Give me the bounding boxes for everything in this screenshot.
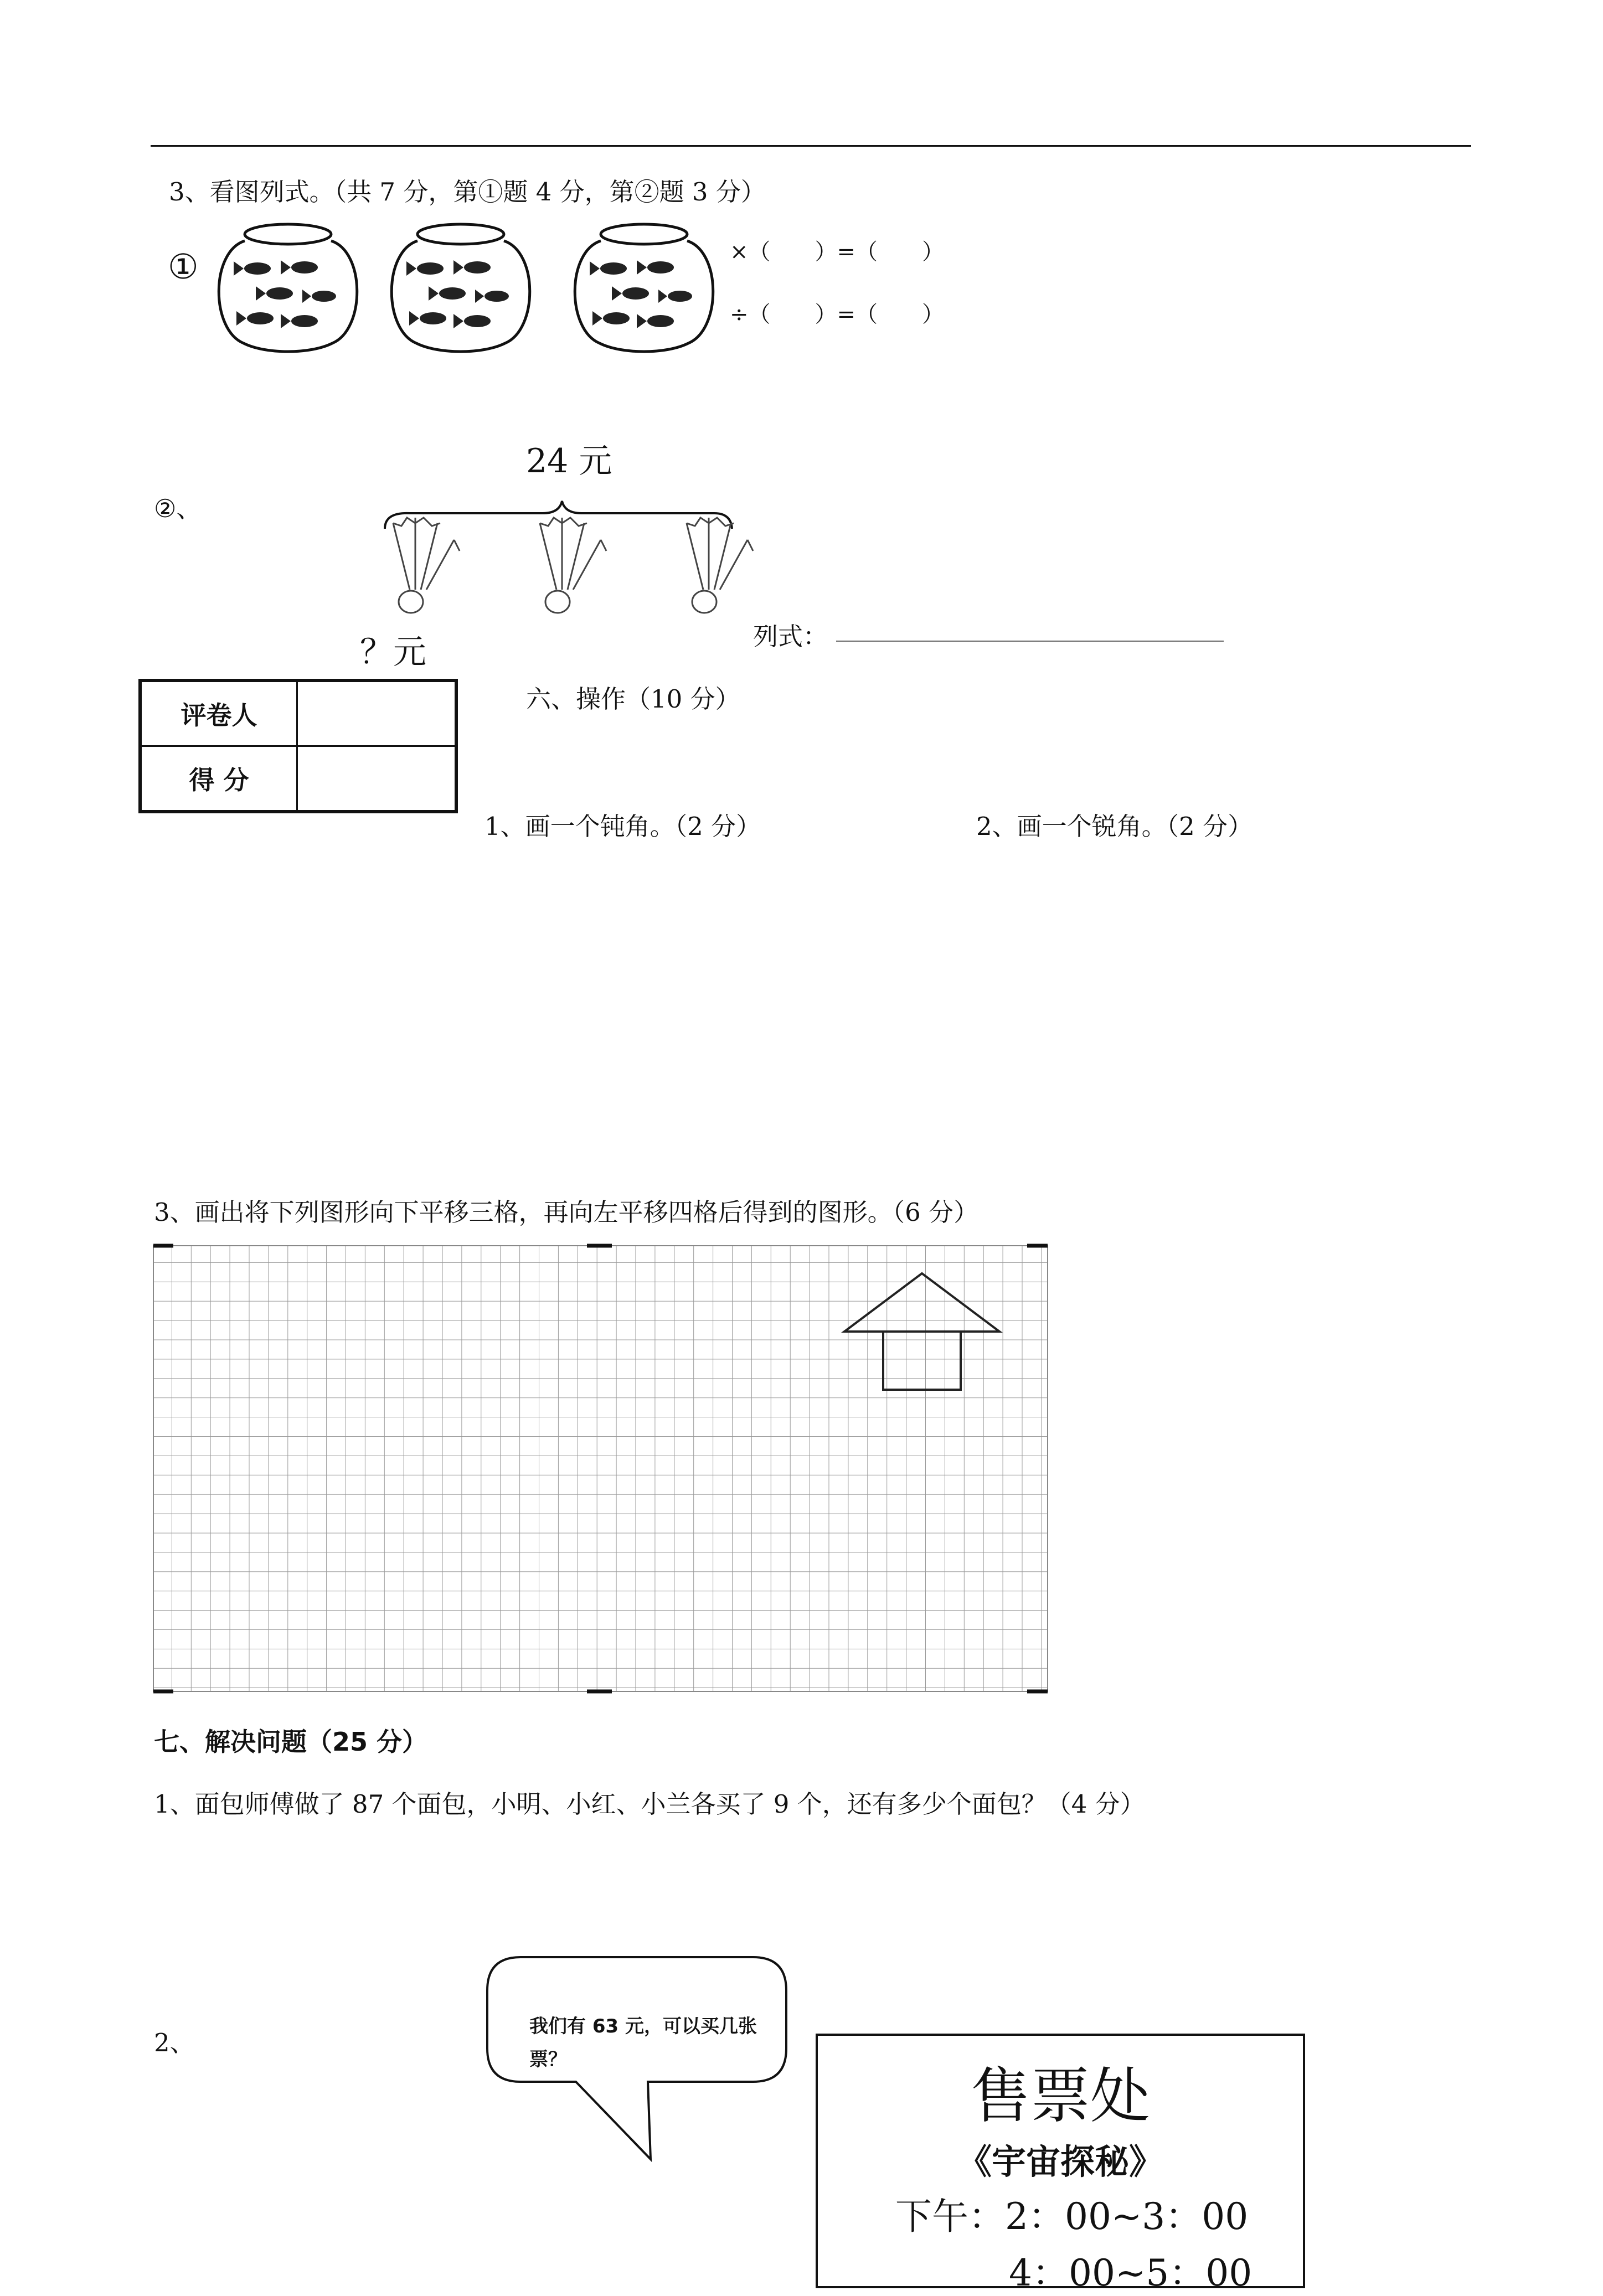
ticket-time2: 4：00~5：00 [1009,2252,1252,2294]
formula-answer-line[interactable] [836,641,1224,642]
task3-translation: 3、画出将下列图形向下平移三格，再向左平移四格后得到的图形。（6 分） [154,1198,979,1227]
score-label: 得 分 [140,746,297,812]
ticket-show: 《宇宙探秘》 [957,2142,1163,2182]
problem1: 1、面包师傅做了 87 个面包，小明、小红、小兰各买了 9 个，还有多少个面包？（4 分） [154,1789,1145,1819]
ticket-office-sign [816,2034,1305,2294]
score-field[interactable] [297,746,457,812]
unit-price: ？元 [360,633,426,672]
top-rule [151,145,1471,147]
section7-title: 七、解决问题（25 分） [154,1727,428,1757]
eq-divide: ÷（ ）=（ ） [730,302,945,327]
task1-obtuse-angle: 1、画一个钝角。（2 分） [484,812,761,841]
total-price: 24 元 [526,442,612,481]
grader-label: 评卷人 [140,680,297,746]
section6-title: 六、操作（10 分） [526,684,740,714]
q3-title: 3、看图列式。（共 7 分，第①题 4 分，第②题 3 分） [169,177,766,207]
grader-field[interactable] [297,680,457,746]
ticket-title: 售票处 [970,2062,1150,2131]
eq-multiply: ×（ ）=（ ） [730,239,945,265]
q3-part2-label: ②、 [154,494,202,523]
drawing-grid[interactable] [152,1243,1049,1697]
fish-bowls-illustration [210,219,736,357]
score-table [138,679,458,813]
shuttlecock-illustration [377,501,786,617]
bubble-text: 我们有 63 元，可以买几张票？ [529,2015,757,2071]
ticket-time1: 下午：2：00~3：00 [895,2195,1249,2238]
problem2-label: 2、 [154,2028,195,2057]
formula-label: 列式： [753,622,828,651]
task2-acute-angle: 2、画一个锐角。（2 分） [976,812,1253,841]
q3-part1-label: ① [168,246,199,287]
